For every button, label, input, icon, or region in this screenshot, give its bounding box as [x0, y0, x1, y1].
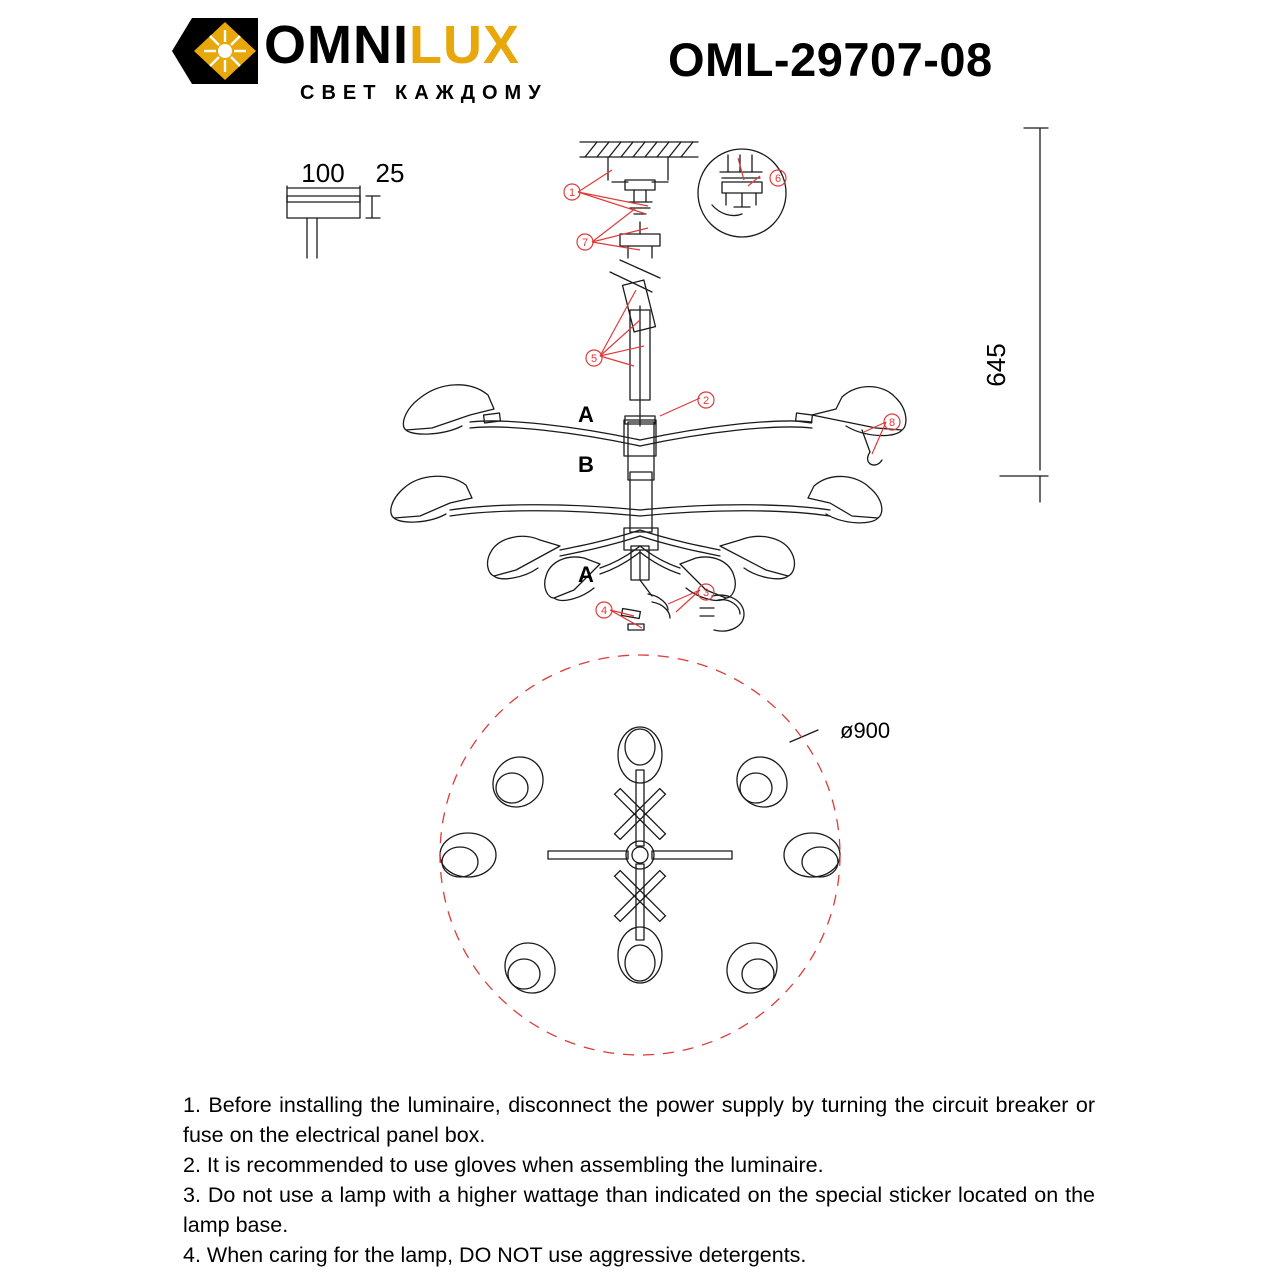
callout-8: 8: [888, 417, 896, 429]
callout-5: 5: [590, 353, 598, 365]
callout-3: 3: [702, 587, 710, 599]
callout-4: 4: [600, 605, 608, 617]
note-2: 2. It is recommended to use gloves when assembling the luminaire.: [183, 1153, 824, 1177]
top-view: [440, 727, 840, 1003]
safety-notes: [183, 1090, 1095, 1270]
omnilux-arrow-logo: [168, 12, 264, 113]
brand-second: LUX: [409, 15, 520, 75]
brand-wordmark: [264, 16, 520, 74]
dim-height-plate: 25: [375, 158, 405, 188]
mount-zoom-detail: [698, 149, 786, 237]
callout-leaders: [564, 158, 900, 628]
brand-logo: [168, 8, 588, 113]
model-number: OML-29707-08: [668, 33, 993, 86]
ceiling-hatch: [580, 142, 698, 157]
callout-7: 7: [581, 237, 589, 249]
lower-arms: [391, 476, 882, 600]
header: [168, 8, 1128, 118]
section-label-a-bottom: A: [578, 562, 594, 587]
callout-1: 1: [568, 187, 576, 199]
section-label-a-top: A: [578, 402, 594, 427]
dim-width-plate: 100: [301, 158, 345, 188]
technical-drawing: [0, 110, 1280, 1070]
callout-numbers: [569, 173, 895, 617]
ceiling-bracket: [608, 157, 668, 258]
diameter-circle: [440, 655, 840, 1055]
mounting-plate-detail: [287, 186, 380, 258]
callout-2: 2: [702, 395, 710, 407]
note-4: 4. When caring for the lamp, DO NOT use aggressive detergents.: [183, 1243, 807, 1267]
height-dimension: [1000, 128, 1048, 502]
brand-tagline: СВЕТ КАЖДОМУ: [300, 82, 548, 104]
dim-diameter: ø900: [840, 718, 891, 743]
note-3: 3. Do not use a lamp with a higher wattage than indicated on the special sticker located on the lamp base.: [183, 1183, 1095, 1237]
dim-total-height: 645: [981, 343, 1011, 387]
section-label-b: B: [578, 452, 594, 477]
callout-6: 6: [774, 173, 782, 185]
brand-first: OMNI: [264, 15, 409, 75]
note-1: 1. Before installing the luminaire, disconnect the power supply by turning the circuit breaker or fuse on the electrical panel box.: [183, 1093, 1095, 1147]
